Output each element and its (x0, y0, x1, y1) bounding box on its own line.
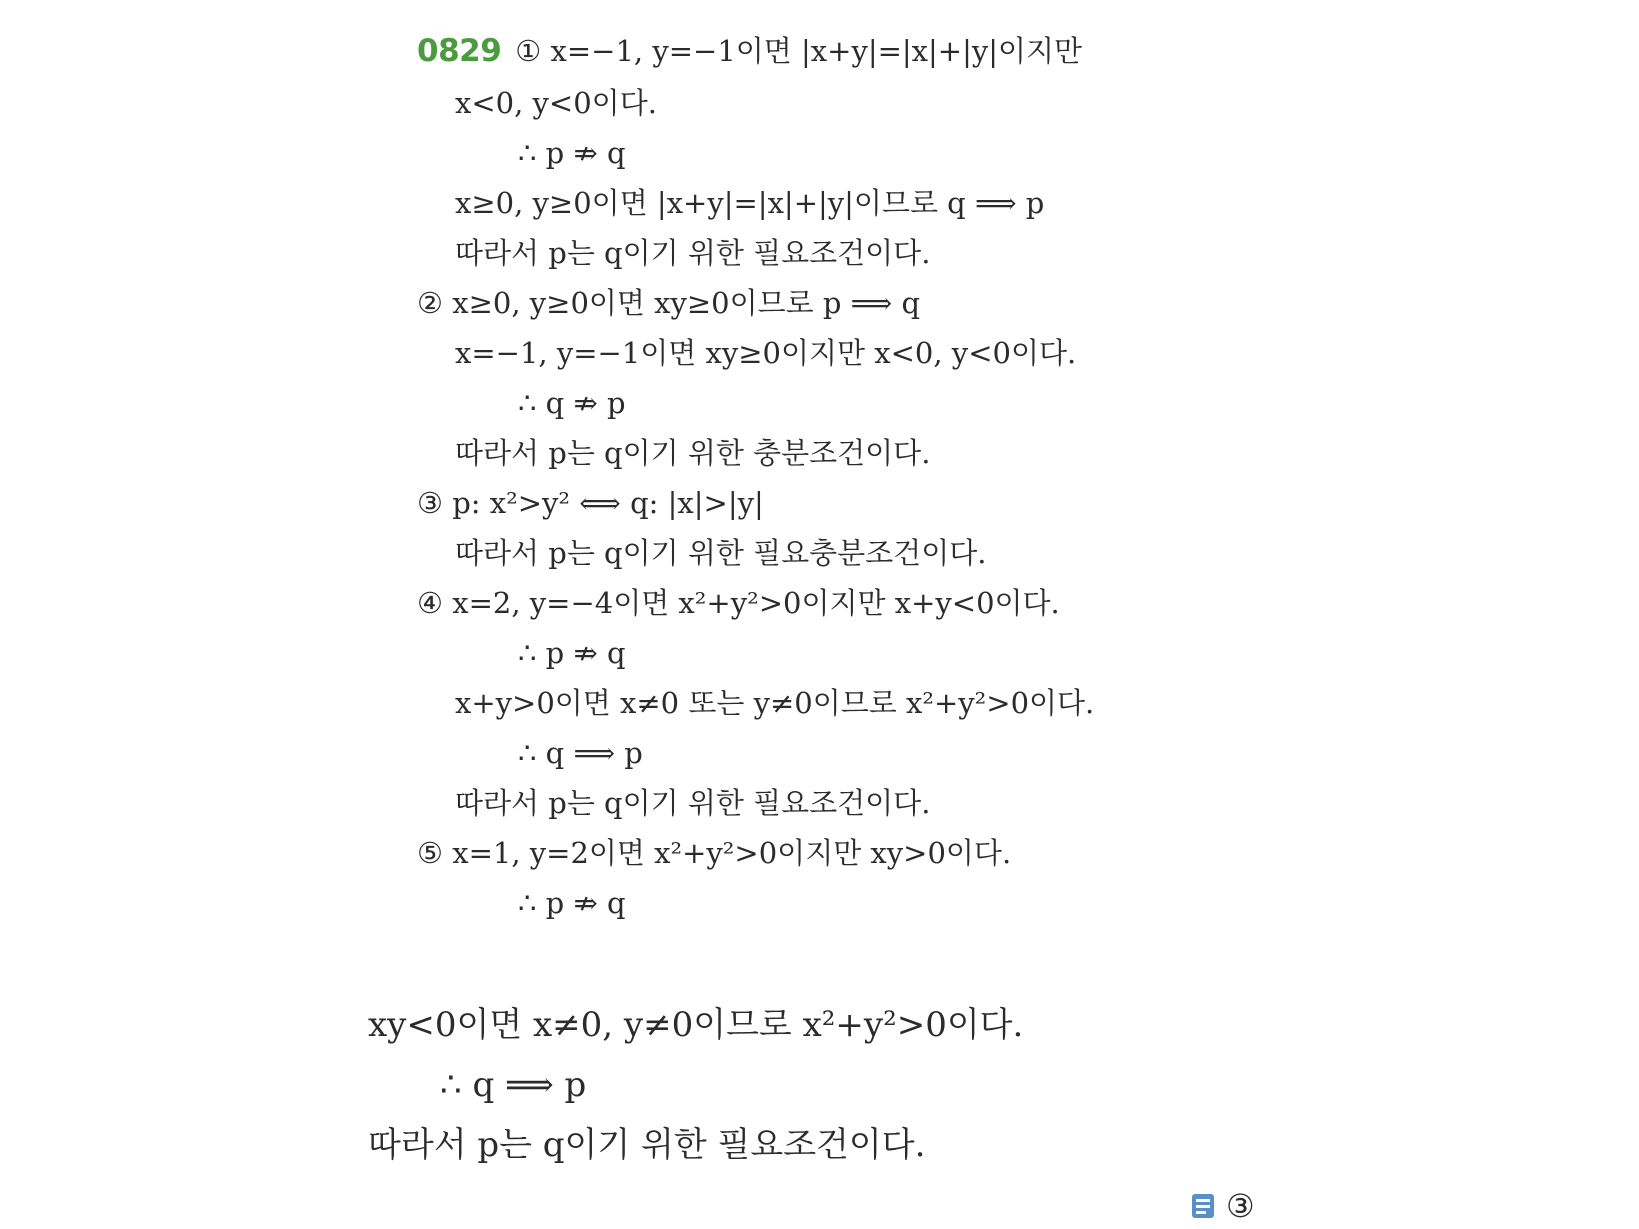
solution-line-9: 따라서 p는 q이기 위한 충분조건이다. (455, 436, 931, 470)
solution-line-14: x+y>0이면 x≠0 또는 y≠0이므로 x²+y²>0이다. (455, 686, 1095, 720)
solution-line-10: ③ p: x²>y² ⟺ q: |x|>|y| (417, 486, 764, 520)
solution-line-18: ∴ p ⇏ q (518, 886, 626, 920)
solution-line-13: ∴ p ⇏ q (518, 636, 626, 670)
solution-line-16: 따라서 p는 q이기 위한 필요조건이다. (455, 786, 931, 820)
solution-line-17: ⑤ x=1, y=2이면 x²+y²>0이지만 xy>0이다. (417, 836, 1012, 870)
continuation-line-3: 따라서 p는 q이기 위한 필요조건이다. (368, 1125, 926, 1165)
solution-line-2: x<0, y<0이다. (455, 86, 657, 120)
solution-line-5: 따라서 p는 q이기 위한 필요조건이다. (455, 236, 931, 270)
answer-icon (1190, 1192, 1216, 1220)
continuation-line-1: xy<0이면 x≠0, y≠0이므로 x²+y²>0이다. (368, 1005, 1024, 1045)
solution-line-15: ∴ q ⟹ p (518, 736, 643, 770)
solution-line-11: 따라서 p는 q이기 위한 필요충분조건이다. (455, 536, 987, 570)
answer-mark (1190, 1187, 1255, 1225)
solution-line-7: x=−1, y=−1이면 xy≥0이지만 x<0, y<0이다. (455, 336, 1077, 370)
solution-line-8: ∴ q ⇏ p (518, 386, 626, 420)
solution-line-3: ∴ p ⇏ q (518, 136, 626, 170)
problem-number: 0829 (417, 33, 502, 69)
solution-line-1: 0829 ① x=−1, y=−1이면 |x+y|=|x|+|y|이지만 (417, 33, 1083, 69)
solution-line-12: ④ x=2, y=−4이면 x²+y²>0이지만 x+y<0이다. (417, 586, 1060, 620)
answer-value: ③ (1226, 1187, 1255, 1225)
continuation-line-2: ∴ q ⟹ p (440, 1065, 587, 1105)
solution-line-4: x≥0, y≥0이면 |x+y|=|x|+|y|이므로 q ⟹ p (455, 186, 1045, 220)
solution-line-6: ② x≥0, y≥0이면 xy≥0이므로 p ⟹ q (417, 286, 921, 320)
